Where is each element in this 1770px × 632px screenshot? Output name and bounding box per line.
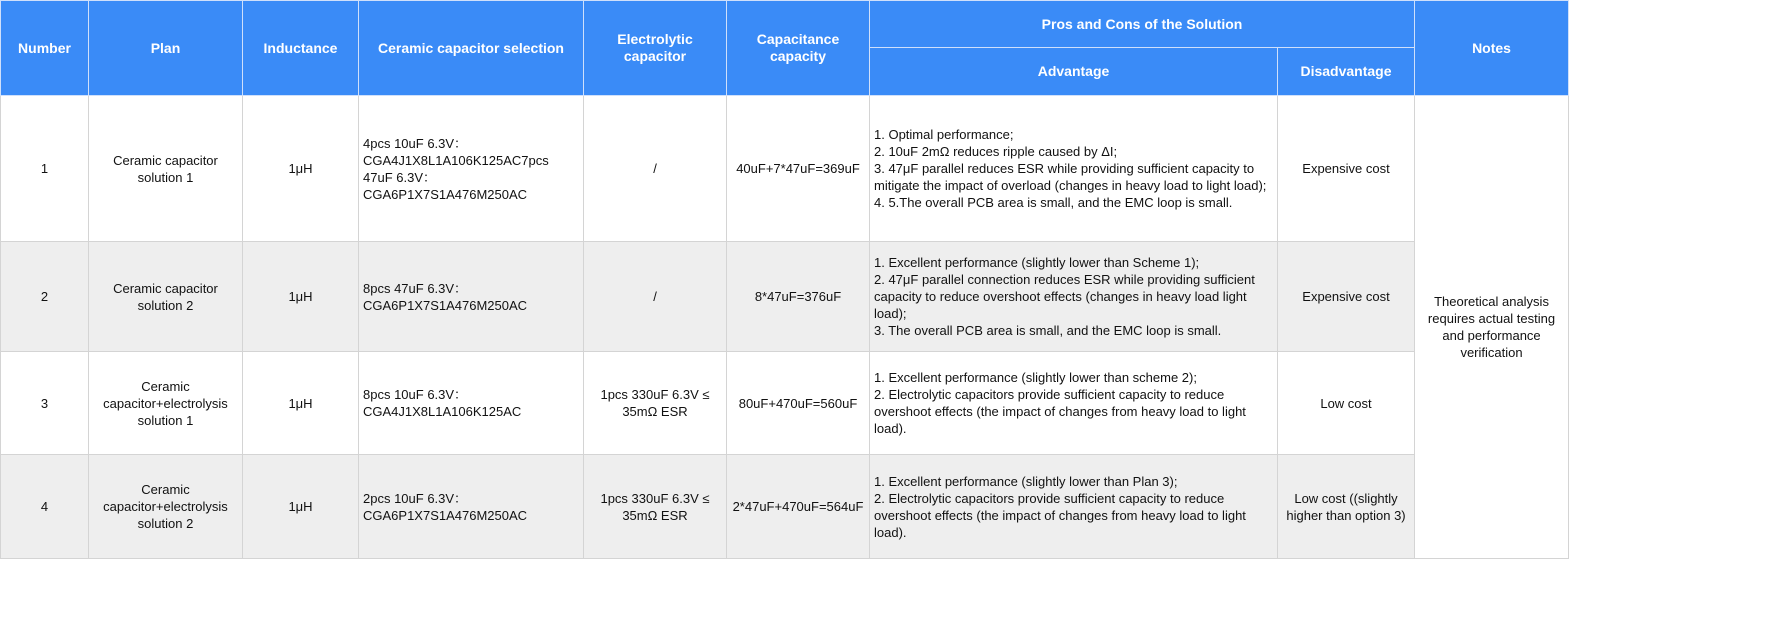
cell-disadvantage: Low cost ((slightly higher than option 3) [1278, 455, 1415, 559]
cell-advantage-line: 3. 47μF parallel reduces ESR while providing sufficient capacity to mitigate the impact of overload (changes in heavy load to light load); [874, 161, 1267, 193]
header-ceramic: Ceramic capacitor selection [359, 1, 584, 96]
cell-advantage [870, 352, 1278, 455]
cell-ceramic [359, 96, 584, 242]
cell-disadvantage: Expensive cost [1278, 242, 1415, 352]
cell-plan: Ceramic capacitor+electrolysis solution 2 [89, 455, 243, 559]
header-inductance: Inductance [243, 1, 359, 96]
cell-advantage-line: 2. 47μF parallel connection reduces ESR while providing sufficient capacity to reduce overshoot effects (changes in heavy load light load); [874, 272, 1255, 321]
cell-advantage-line: 2. Electrolytic capacitors provide sufficient capacity to reduce overshoot effects (the impact of changes from heavy load to light load). [874, 490, 1246, 540]
cell-advantage [870, 96, 1278, 242]
cell-ceramic [359, 352, 584, 455]
header-pros-cons: Pros and Cons of the Solution [870, 1, 1415, 48]
cell-advantage [870, 455, 1278, 559]
cell-notes: Theoretical analysis requires actual testing and performance verification [1415, 96, 1569, 559]
cell-inductance: 1μH [243, 455, 359, 559]
cell-electrolytic: 1pcs 330uF 6.3V ≤ 35mΩ ESR [584, 352, 727, 455]
table-row [1, 455, 1569, 559]
cell-advantage-line: 1. Optimal performance; [874, 127, 1014, 142]
header-capacity: Capacitance capacity [727, 1, 870, 96]
cell-ceramic-line: CGA4J1X8L1A106K125AC [363, 404, 522, 419]
header-advantage: Advantage [870, 48, 1278, 96]
cell-advantage-line: 1. Excellent performance (slightly lower than Scheme 1); [874, 255, 1200, 270]
cell-electrolytic: / [584, 242, 727, 352]
cell-number: 3 [1, 352, 89, 455]
cell-ceramic-line: 8pcs 47uF 6.3V： [363, 280, 468, 296]
cell-advantage-line: 3. The overall PCB area is small, and the EMC loop is small. [874, 323, 1222, 338]
cell-ceramic-line: 47uF 6.3V： [363, 169, 436, 185]
cell-advantage-line: 1. Excellent performance (slightly lower than Plan 3); [874, 473, 1178, 489]
cell-ceramic-line: 2pcs 10uF 6.3V： [363, 490, 468, 506]
cell-plan: Ceramic capacitor solution 2 [89, 242, 243, 352]
cell-ceramic [359, 455, 584, 559]
cell-electrolytic: 1pcs 330uF 6.3V ≤ 35mΩ ESR [584, 455, 727, 559]
header-electrolytic: Electrolytic capacitor [584, 1, 727, 96]
cell-capacity: 8*47uF=376uF [727, 242, 870, 352]
table-row [1, 242, 1569, 352]
header-number: Number [1, 1, 89, 96]
cell-ceramic-line: CGA6P1X7S1A476M250AC [363, 297, 528, 313]
cell-inductance: 1μH [243, 242, 359, 352]
cell-disadvantage: Expensive cost [1278, 96, 1415, 242]
cell-inductance: 1μH [243, 96, 359, 242]
cell-advantage-line: 2. Electrolytic capacitors provide sufficient capacity to reduce overshoot effects (the impact of changes from heavy load to light load). [874, 387, 1246, 436]
cell-ceramic-line: CGA6P1X7S1A476M250AC [363, 186, 528, 202]
table-row [1, 352, 1569, 455]
cell-ceramic-line: 8pcs 10uF 6.3V： [363, 387, 468, 402]
cell-electrolytic: / [584, 96, 727, 242]
cell-advantage [870, 242, 1278, 352]
header-disadvantage: Disadvantage [1278, 48, 1415, 96]
cell-capacity: 40uF+7*47uF=369uF [727, 96, 870, 242]
cell-inductance: 1μH [243, 352, 359, 455]
header-notes: Notes [1415, 1, 1569, 96]
cell-plan: Ceramic capacitor+electrolysis solution 1 [89, 352, 243, 455]
cell-capacity: 80uF+470uF=560uF [727, 352, 870, 455]
cell-advantage-line: 1. Excellent performance (slightly lower than scheme 2); [874, 370, 1197, 385]
cell-ceramic-line: CGA4J1X8L1A106K125AC7pcs [363, 152, 549, 168]
cell-disadvantage: Low cost [1278, 352, 1415, 455]
cell-ceramic-line: CGA6P1X7S1A476M250AC [363, 507, 528, 523]
cell-number: 2 [1, 242, 89, 352]
cell-plan: Ceramic capacitor solution 1 [89, 96, 243, 242]
cell-number: 4 [1, 455, 89, 559]
header-plan: Plan [89, 1, 243, 96]
cell-ceramic [359, 242, 584, 352]
cell-number: 1 [1, 96, 89, 242]
cell-advantage-line: 2. 10uF 2mΩ reduces ripple caused by ΔI; [874, 144, 1118, 159]
cell-capacity: 2*47uF+470uF=564uF [727, 455, 870, 559]
cell-ceramic-line: 4pcs 10uF 6.3V： [363, 135, 468, 151]
table-row [1, 96, 1569, 242]
cell-advantage-line: 4. 5.The overall PCB area is small, and the EMC loop is small. [874, 195, 1233, 210]
